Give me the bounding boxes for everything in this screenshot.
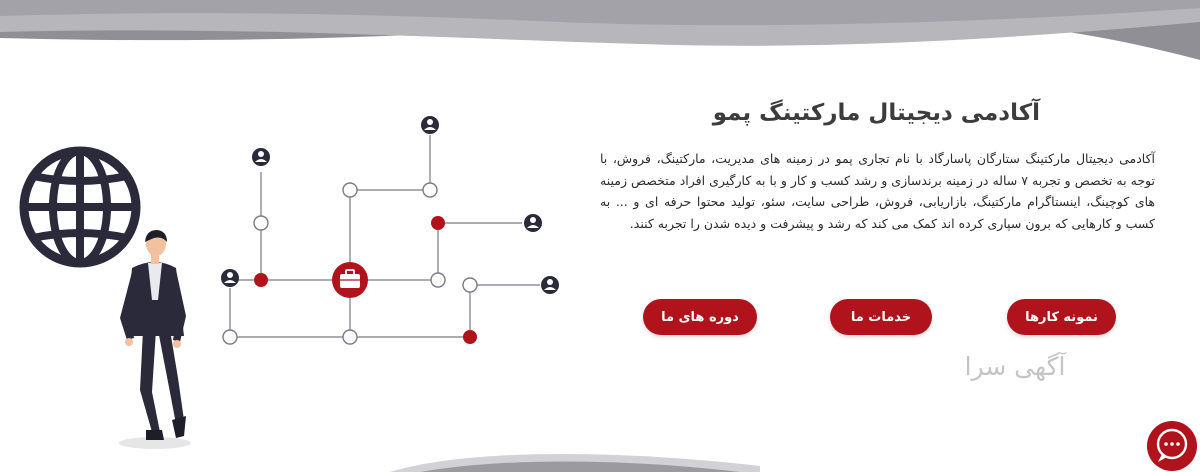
- courses-button[interactable]: دوره های ما: [643, 299, 757, 335]
- hero-description: آکادمی دیجیتال مارکتینگ ستارگان پاسارگاد با نام تجاری پمو در زمینه های مدیریت، مارکتینگ، فروش، با توجه به تخصص و تجربه ۷ ساله در زمینه برندسازی و رشد کسب و کار و با به کارگیری افراد متخصص زمینه های کوچینگ، اینستاگرام مارکتینگ، بازاریابی، فروش، طراحی سایت، سئو، تولید محتوا حرفه ای و ... به کسب و کارهایی که برون سپاری کرده اند کمک می کند که رشد و پیشرفت و دیده شدن را تجربه کنند.: [600, 151, 1155, 231]
- page-title: آکادمی دیجیتال مارکتینگ پمو: [712, 100, 1040, 126]
- watermark-text: آگهی سرا: [964, 352, 1066, 381]
- network-illustration: [0, 95, 600, 460]
- businessman-figure: [119, 230, 191, 449]
- globe-icon: [24, 151, 136, 263]
- services-button[interactable]: خدمات ما: [830, 299, 932, 335]
- user-icon: [421, 116, 439, 134]
- user-icon: [524, 214, 542, 232]
- user-icon: [252, 148, 270, 166]
- portfolio-button[interactable]: نمونه کارها: [1007, 299, 1116, 335]
- user-icon: [221, 269, 239, 287]
- bottom-wave-decoration: [0, 440, 1200, 472]
- user-icon: [541, 276, 559, 294]
- network-lines: [230, 135, 540, 337]
- top-wave-decoration: [0, 0, 1200, 75]
- briefcase-icon: [332, 262, 368, 298]
- chat-bubble-icon[interactable]: [1144, 418, 1200, 472]
